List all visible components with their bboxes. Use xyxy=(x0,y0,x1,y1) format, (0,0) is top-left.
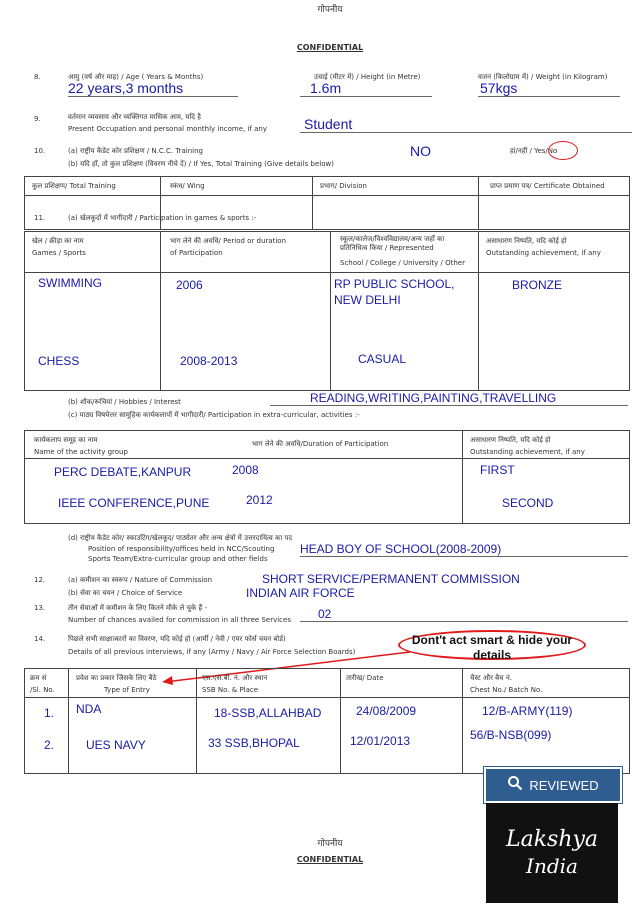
weight-label: वजन (किलोग्राम में) / Weight (in Kilogram) xyxy=(478,73,608,81)
extracurricular-label: (c) पाठ्य विषयेत्तर सामूहिक कार्यकलापों में भागीदारी/ Participation in extra-curricular, activities :- xyxy=(68,411,360,419)
sport-achievement-1: BRONZE xyxy=(512,278,563,292)
activity-duration-2: 2012 xyxy=(246,493,273,507)
activity-col-achievement-hi: असाधारण निष्पति, यदि कोई हो xyxy=(470,436,551,444)
interview-chest-1: 12/B-ARMY(119) xyxy=(482,704,573,718)
header-confidential: CONFIDENTIAL xyxy=(296,43,364,52)
sports-col-achievement-hi: असाधारण निष्पति, यदि कोई हो xyxy=(486,237,567,245)
chances-label-hi: तीन सेवाओं में कमीशन के लिए कितने मौके ले चुके हैं - xyxy=(68,604,208,612)
interviews-col-chest: Chest No./ Batch No. xyxy=(470,686,543,694)
q8-number: 8. xyxy=(34,73,41,81)
ncc-col-wing: स्कंध/ Wing xyxy=(170,182,205,190)
interviews-table xyxy=(24,668,630,774)
height-value: 1.6m xyxy=(300,80,432,97)
ncc-value: NO xyxy=(410,143,431,159)
age-label: आयु (वर्ष और माह) / Age ( Years & Months) xyxy=(68,73,204,81)
service-value: INDIAN AIR FORCE xyxy=(246,586,355,600)
service-label: (b) सेवा का चयन / Choice of Service xyxy=(68,589,183,597)
hobbies-value: READING,WRITING,PAINTING,TRAVELLING xyxy=(270,391,628,406)
ncc-total-label: (b) यदि हाँ, तो कुल प्रशिक्षण (विवरण नीचे दें) / If Yes, Total Training (Give details below) xyxy=(68,160,334,168)
logo-line-1: Lakshya xyxy=(505,827,599,852)
interview-sl-1: 1. xyxy=(44,706,55,720)
interview-ssb-2: 33 SSB,BHOPAL xyxy=(208,736,300,750)
activity-name-1: PERC DEBATE,KANPUR xyxy=(54,465,192,479)
sport-name-1: SWIMMING xyxy=(38,276,102,290)
activity-col-name-hi: कार्यकलाप समूह का नाम xyxy=(34,436,98,444)
sports-label: (a) खेलकूदों में भागीदारी / Participation in games & sports :- xyxy=(68,214,257,222)
sports-col-game-hi: खेल / क्रीड़ा का नाम xyxy=(32,237,84,245)
interviews-col-entry: Type of Entry xyxy=(104,686,150,694)
annotation-note: Dont't act smart & hide your details xyxy=(411,633,573,662)
age-value: 22 years,3 months xyxy=(68,80,238,97)
interviews-col-date: तारीख/ Date xyxy=(346,674,384,682)
ncc-label: (a) राष्ट्रीय कैडेट कोर प्रशिक्षण / N.C.C. Training xyxy=(68,147,203,155)
interview-entry-1: NDA xyxy=(76,702,102,716)
interviews-col-entry-hi: प्रवेश का प्रकार जिसके लिए बैठे xyxy=(76,674,157,682)
weight-value: 57kgs xyxy=(478,80,620,97)
q12-number: 12. xyxy=(34,576,46,584)
q10-number: 10. xyxy=(34,147,46,155)
activity-col-name: Name of the activity group xyxy=(34,448,128,456)
interviews-label-hi: पिछले सभी साक्षात्कारों का विवरण, यदि कोई हो (आर्मी / नेवी / एयर फोर्स चयन बोर्ड) xyxy=(68,635,286,643)
interviews-col-chest-hi: चैस्ट और बैच नं. xyxy=(470,674,512,682)
activity-name-2: IEEE CONFERENCE,PUNE xyxy=(58,496,210,510)
reviewed-label: REVIEWED xyxy=(529,777,599,793)
q11-number: 11. xyxy=(34,214,46,222)
interview-sl-2: 2. xyxy=(44,738,55,752)
occupation-label: Present Occupation and personal monthly income, if any xyxy=(68,125,267,133)
activity-duration-1: 2008 xyxy=(232,463,259,477)
interviews-label: Details of all previous interviews, if any (Army / Navy / Air Force Selection Boards) xyxy=(68,648,356,656)
sports-col-period-hi: भाग लेने की अवधि/ Period or duration xyxy=(170,237,287,245)
commission-value: SHORT SERVICE/PERMANENT COMMISSION xyxy=(262,572,520,586)
chances-value: 02 xyxy=(300,607,628,622)
sport-represented-1: RP PUBLIC SCHOOL, NEW DELHI xyxy=(334,277,455,307)
occupation-value: Student xyxy=(300,116,632,133)
no-circle-annotation xyxy=(548,141,578,160)
responsibility-label-hi: (d) राष्ट्रीय कैडेट कोर/ स्काउटिंग/खेलकूद/ पाठ्येतर और अन्य क्षेत्रों में उत्तरदायित्व का पद xyxy=(68,534,293,542)
header-hindi: गोपनीय xyxy=(317,5,343,15)
responsibility-value: HEAD BOY OF SCHOOL(2008-2009) xyxy=(300,542,628,557)
search-icon xyxy=(507,775,523,795)
reviewed-badge xyxy=(484,767,622,803)
ncc-yes-no: हां/नहीं / Yes/No xyxy=(510,147,558,155)
sport-name-2: CHESS xyxy=(38,354,80,368)
interviews-col-ssb-hi: एस.एस.बी. नं. और स्थान xyxy=(202,674,268,682)
activity-achievement-1: FIRST xyxy=(480,463,515,477)
activity-col-duration: भाग लेने की अवधि/Duration of Participation xyxy=(252,440,389,448)
interviews-col-ssb: SSB No. & Place xyxy=(202,686,259,694)
interviews-col-sl-hi: क्रम सं xyxy=(30,674,47,682)
interview-date-2: 12/01/2013 xyxy=(350,734,411,748)
lakshya-logo xyxy=(486,803,618,903)
ncc-col-division: प्रभाग/ Division xyxy=(320,182,367,190)
footer-confidential: CONFIDENTIAL xyxy=(296,855,364,864)
q13-number: 13. xyxy=(34,604,46,612)
q14-number: 14. xyxy=(34,635,46,643)
occupation-label-hindi: वर्तमान व्यवसाय और व्यक्तिगत मासिक आय, यदि है xyxy=(68,113,201,121)
interview-entry-2: UES NAVY xyxy=(86,738,146,752)
hobbies-label: (b) शौक/रूचियां / Hobbies / Interest xyxy=(68,398,181,406)
logo-line-2: India xyxy=(526,854,578,878)
interview-date-1: 24/08/2009 xyxy=(356,704,417,718)
chances-label: Number of chances availed for commission in all three Services xyxy=(68,616,291,624)
sports-col-achievement: Outstanding achievement, if any xyxy=(486,249,601,257)
height-label: उचाई (मीटर में) / Height (in Metre) xyxy=(314,73,421,81)
ncc-col-total: कुल प्रशिक्षण/ Total Training xyxy=(32,182,116,190)
commission-label: (a) कमीशन का स्वरूप / Nature of Commission xyxy=(68,576,213,584)
interviews-col-sl: /Sl. No. xyxy=(30,686,55,694)
footer-hindi: गोपनीय xyxy=(317,839,343,849)
responsibility-label-1: Position of responsibility/offices held in NCC/Scouting xyxy=(88,545,275,553)
q9-number: 9. xyxy=(34,115,41,123)
sports-col-period: of Participation xyxy=(170,249,223,257)
sports-col-represented-hi: स्कूल/कालेज/विश्वविद्यालय/अन्य जहाँ का प्रतिनिधित्व किया / Represented xyxy=(340,235,445,252)
sports-col-game: Games / Sports xyxy=(32,249,86,257)
sport-represented-2: CASUAL xyxy=(358,352,407,366)
responsibility-label-2: Sports Team/Extra-curricular group and other fields xyxy=(88,555,268,563)
interview-ssb-1: 18-SSB,ALLAHBAD xyxy=(214,706,322,720)
sports-col-represented: School / College / University / Other xyxy=(340,259,465,267)
ncc-col-certificate: प्राप्त प्रमाण पत्र/ Certificate Obtained xyxy=(490,182,605,190)
sport-period-2: 2008-2013 xyxy=(180,354,238,368)
activity-achievement-2: SECOND xyxy=(502,496,554,510)
interview-chest-2: 56/B-NSB(099) xyxy=(470,728,552,742)
sport-period-1: 2006 xyxy=(176,278,203,292)
activity-col-achievement: Outstanding achievement, if any xyxy=(470,448,585,456)
